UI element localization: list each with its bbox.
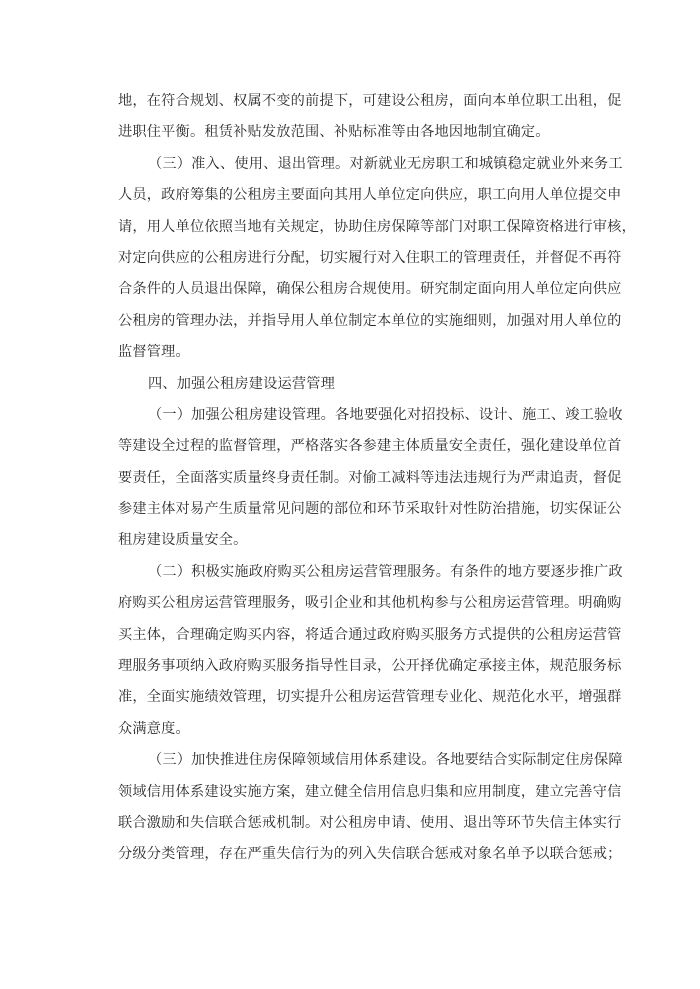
text-line: 准，全面实施绩效管理，切实提升公租房运营管理专业化、规范化水平，增强群 <box>118 689 622 706</box>
text-line: 理服务事项纳入政府购买服务指导性目录，公开择优确定承接主体，规范服务标 <box>118 658 622 675</box>
paragraph-admission-use-exit <box>118 149 636 369</box>
text-line: 租房建设质量安全。 <box>118 532 248 549</box>
text-line: 公租房的管理办法，并指导用人单位制定本单位的实施细则，加强对用人单位的 <box>118 312 622 329</box>
document-body <box>118 86 636 871</box>
text-line: 府购买公租房运营管理服务，吸引企业和其他机构参与公租房运营管理。明确购 <box>118 595 622 612</box>
text-line: 分级分类管理，存在严重失信行为的列入失信联合惩戒对象名单予以联合惩戒； <box>118 846 622 863</box>
text-line: （一）加强公租房建设管理。各地要强化对招投标、设计、施工、竣工验收 <box>148 406 623 423</box>
paragraph-continuation <box>118 86 622 149</box>
paragraph-construction-management <box>118 400 623 557</box>
text-line: 人员，政府筹集的公租房主要面向其用人单位定向供应，职工向用人单位提交申 <box>118 187 622 204</box>
text-line: 对定向供应的公租房进行分配，切实履行对入住职工的管理责任，并督促不再符 <box>118 249 622 266</box>
paragraph-government-purchase <box>118 557 623 745</box>
text-line: 进职住平衡。租赁补贴发放范围、补贴标准等由各地因地制宜确定。 <box>118 124 550 141</box>
text-line: 联合激励和失信联合惩戒机制。对公租房申请、使用、退出等环节失信主体实行 <box>118 814 622 831</box>
text-line: 买主体，合理确定购买内容，将适合通过政府购买服务方式提供的公租房运营管 <box>118 626 622 643</box>
text-line: 众满意度。 <box>118 720 190 737</box>
text-line: 合条件的人员退出保障，确保公租房合规使用。研究制定面向用人单位定向供应 <box>118 281 622 298</box>
text-line: 监督管理。 <box>118 344 190 361</box>
text-line: 要责任，全面落实质量终身责任制。对偷工减料等违法违规行为严肃追责，督促 <box>118 469 622 486</box>
text-line: 参建主体对易产生质量常见问题的部位和环节采取针对性防治措施，切实保证公 <box>118 501 622 518</box>
text-line: （三）准入、使用、退出管理。对新就业无房职工和城镇稳定就业外来务工 <box>148 155 623 172</box>
text-line: （三）加快推进住房保障领域信用体系建设。各地要结合实际制定住房保障 <box>148 752 623 769</box>
section-heading <box>118 369 594 400</box>
text-line: 领域信用体系建设实施方案，建立健全信用信息归集和应用制度，建立完善守信 <box>118 783 622 800</box>
text-line: 地，在符合规划、权属不变的前提下，可建设公租房，面向本单位职工出租，促 <box>118 93 622 109</box>
text-line: 请，用人单位依照当地有关规定，协助住房保障等部门对职工保障资格进行审核， <box>118 218 636 235</box>
text-line: 等建设全过程的监督管理，严格落实各参建主体质量安全责任，强化建设单位首 <box>118 438 622 455</box>
text-line: （二）积极实施政府购买公租房运营管理服务。有条件的地方要逐步推广政 <box>148 563 623 580</box>
heading-line: 四、加强公租房建设运营管理 <box>148 375 336 392</box>
paragraph-credit-system <box>118 745 623 871</box>
